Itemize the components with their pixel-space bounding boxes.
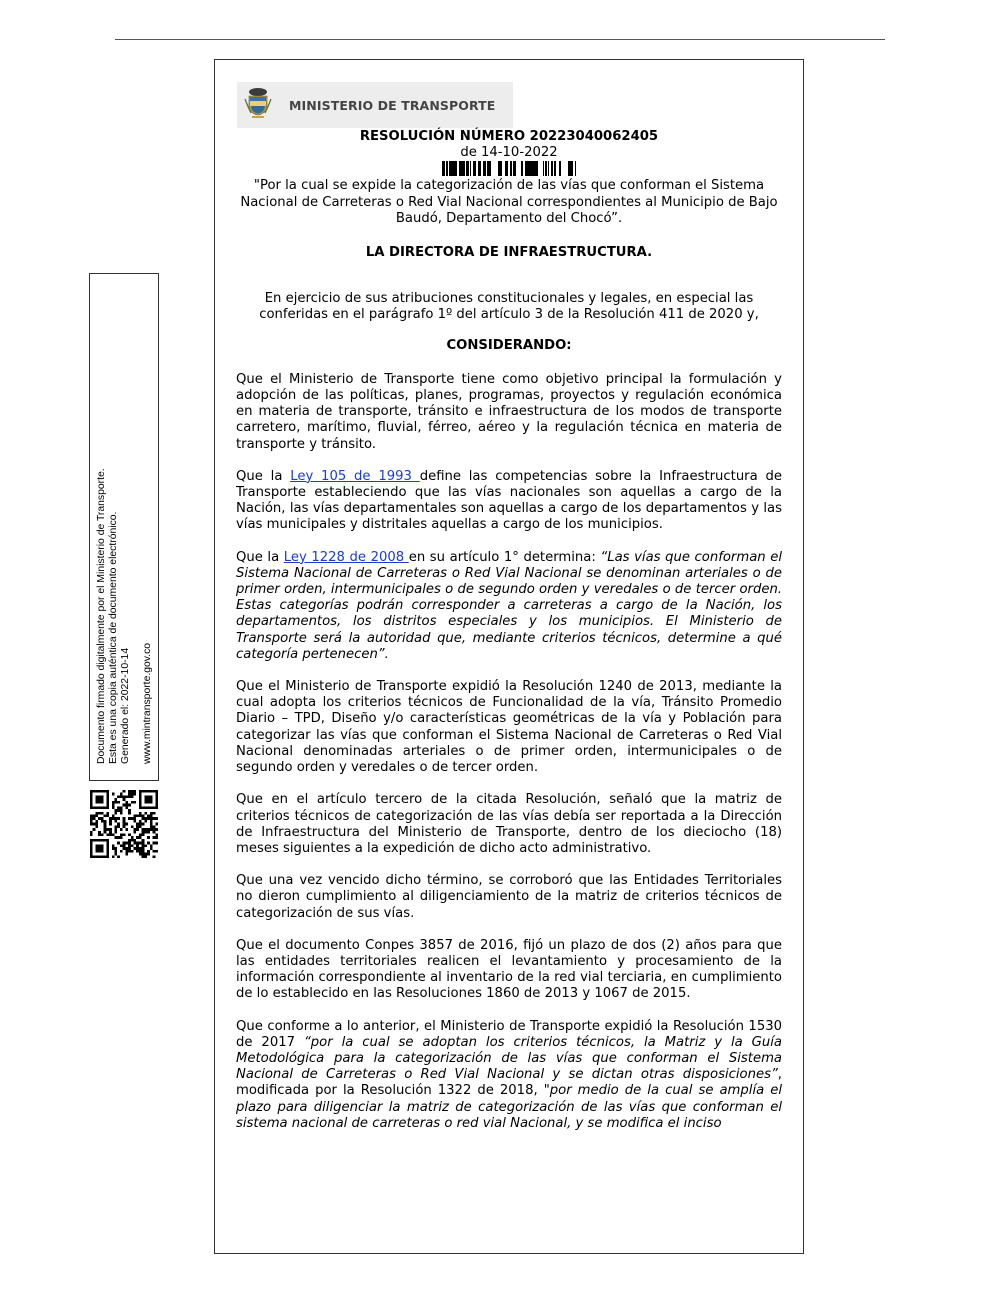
considering-heading: CONSIDERANDO: [446, 337, 572, 353]
top-divider [115, 39, 885, 40]
paragraph-6: Que una vez vencido dicho término, se corroboró que las Entidades Territoriales no dieron cumplimiento al diligenciamiento de la matriz de criterios técnicos de categorización de sus vías. [236, 873, 782, 921]
ministry-logo [237, 82, 513, 128]
signature-line-1: Documento firmado digitalmente por el Ministerio de Transporte. [96, 468, 107, 764]
p3-start: Que la [236, 549, 284, 565]
p3-quote: “Las vías que conforman el Sistema Nacional de Carreteras o Red Vial Nacional se denominan arteriales o de primer orden, intermunicipales o de segundo orden y veredales o de tercer orden. Estas categorías podrán corresponder a carreteras a cargo de la Nación, los departamentos, los distritos especiales y los municipios. El Ministerio de Transporte será la autoridad que, mediante criterios técnicos, determine a qué categoría pertenecen”. [236, 549, 782, 662]
signature-text [90, 274, 160, 782]
digital-signature-stamp [89, 273, 159, 781]
paragraph-7: Que el documento Conpes 3857 de 2016, fijó un plazo de dos (2) años para que las entidades territoriales realicen el levantamiento y procesamiento de la información correspondiente al inventario de la red vial terciaria, en cumplimiento de lo establecido en las Resoluciones 1860 de 2013 y 1067 de 2015. [236, 937, 782, 1002]
p3-mid: en su artículo 1° determina: [408, 549, 601, 565]
resolution-number: RESOLUCIÓN NÚMERO 20223040062405 [359, 129, 659, 144]
p8-mid: , modificada por la Resolución 1322 de 2018, " [236, 1067, 782, 1099]
resolution-date: de 14-10-2022 [460, 145, 558, 161]
paragraph-5: Que en el artículo tercero de la citada Resolución, señaló que la matriz de criterios técnicos de categorización de las vías debía ser reportada a la Dirección de Infraestructura del Ministerio de Transporte, dentro de los dieciocho (18) meses siguientes a la expedición de dicho acto administrativo. [236, 792, 782, 856]
p8-quote-1: “por la cual se adoptan los criterios técnicos, la Matriz y la Guía Metodológica para la categorización de las vías que conforman el Sistema Nacional de Carreteras o Red Vial Nacional y se dictan otras disposiciones” [236, 1034, 782, 1083]
qr-code-icon [90, 790, 158, 858]
document-page [214, 59, 804, 1254]
p2-rest: define las competencias sobre la Infraestructura de Transporte estableciendo que las vías nacionales son aquellas a cargo de la Nación, las vías departamentales son aquellas a cargo de los departamentos y las vías municipales y distritales aquellas a cargo de los municipios. [236, 468, 782, 533]
p8-start: Que conforme a lo anterior, el Ministerio de Transporte expidió la Resolución 1530 de 2017 [236, 1018, 782, 1050]
paragraph-4: Que el Ministerio de Transporte expidió la Resolución 1240 de 2013, mediante la cual adopta los criterios técnicos de Funcionalidad de la vía, Tránsito Promedio Diario – TPD, Diseño y/o características geométricas de la vía y Población para categorizar las vías que conforman el Sistema Nacional de Carreteras o Red Vial Nacional denominadas arteriales o de primer orden, intermunicipales o de segundo orden y veredales o de tercer orden. [236, 679, 782, 776]
resolution-subject: "Por la cual se expide la categorización de las vías que conforman el Sistema Nacional de Carreteras o Red Vial Nacional correspondientes al Municipio de Bajo Baudó, Departamento del Chocó”. [240, 178, 778, 226]
paragraph-1: Que el Ministerio de Transporte tiene como objetivo principal la formulación y adopción de las políticas, planes, programas, proyectos y regulación económica en materia de transporte, tránsito e infraestructura de los modos de transporte carretero, marítimo, fluvial, férreo, aéreo y la regulación técnica en materia de transporte y tránsito. [236, 371, 782, 452]
ley-105-link[interactable]: Ley 105 de 1993 [290, 468, 420, 484]
ley-1228-link[interactable]: Ley 1228 de 2008 [283, 549, 409, 565]
paragraph-3 [236, 550, 782, 663]
authority-heading: LA DIRECTORA DE INFRAESTRUCTURA. [365, 245, 653, 261]
p2-start: Que la [236, 468, 291, 484]
document-body [236, 128, 782, 1132]
p8-quote-2: por medio de la cual se amplía el plazo para diligenciar la matriz de categorización de las vías que conforman el sistema nacional de carreteras o red vial Nacional, y se modifica el inciso [236, 1083, 782, 1131]
coat-of-arms-icon [243, 87, 273, 123]
ministry-name: MINISTERIO DE TRANSPORTE [289, 97, 496, 113]
barcode-icon [442, 161, 576, 176]
signature-line-3: Generado el: 2022-10-14 [120, 647, 131, 764]
preamble: En ejercicio de sus atribuciones constitucionales y legales, en especial las conferidas en el parágrafo 1º del artículo 3 de la Resolución 411 de 2020 y, [259, 291, 759, 323]
signature-line-2: Esta es una copia auténtica de documento electrónico. [108, 511, 119, 764]
paragraph-2 [236, 469, 782, 534]
paragraph-8 [236, 1019, 782, 1132]
ministry-url: www.mintransporte.gov.co [142, 642, 153, 764]
